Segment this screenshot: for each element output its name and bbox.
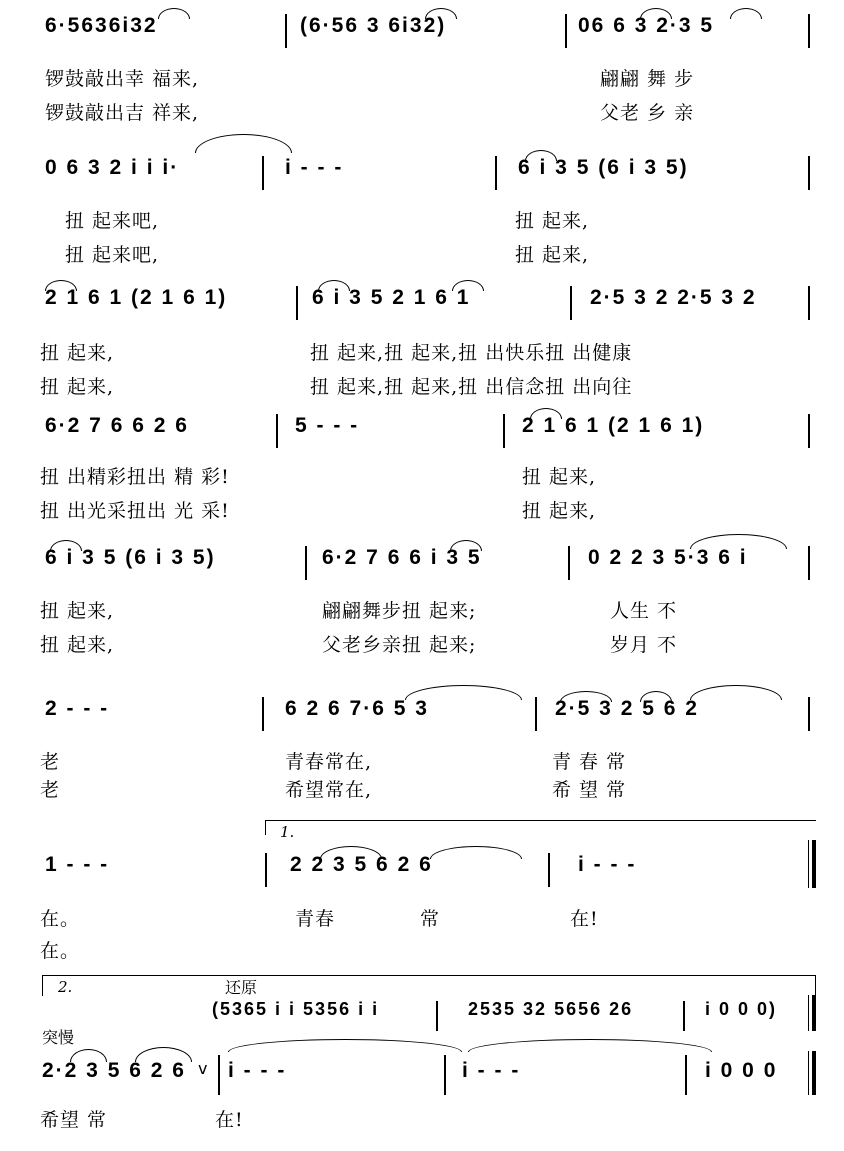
measure-6-notes: 6 i 3 5 (6 i 3 5): [518, 156, 689, 179]
tie: [195, 134, 292, 153]
lyric-verse2: 扭 起来,: [40, 634, 115, 656]
lyric-verse1: 青春: [295, 908, 336, 930]
lyric-verse1: 青春常在,: [285, 751, 373, 773]
slur: [530, 408, 562, 419]
measure-16-notes: 2 - - -: [45, 697, 110, 720]
barline: [305, 546, 307, 580]
barline: [683, 1001, 685, 1031]
repeat-barline-thick: [812, 840, 816, 888]
measure-7-notes: 2 1 6 1 (2 1 6 1): [45, 286, 228, 309]
barline: [808, 1051, 809, 1095]
barline: [808, 995, 809, 1031]
barline: [808, 414, 810, 448]
slur: [525, 150, 557, 161]
barline: [262, 156, 264, 190]
barline: [436, 1001, 438, 1031]
barline: [808, 286, 810, 320]
slur: [690, 685, 782, 700]
slur: [158, 8, 190, 19]
barline: [265, 853, 267, 887]
lyric-verse1: 在!: [215, 1109, 244, 1131]
second-ending-bracket: [42, 975, 816, 996]
tempo-restore: 还原: [225, 978, 258, 997]
lyric-verse2: 锣鼓敲出吉 祥来,: [45, 102, 200, 124]
barline: [535, 697, 537, 731]
tie: [468, 1039, 712, 1052]
slur: [318, 280, 350, 291]
lyric-verse2: 扭 起来,: [40, 376, 115, 398]
slur: [430, 846, 522, 859]
measure-1-notes: 6·5636i32: [45, 14, 158, 37]
lyric-verse1: 扭 起来吧,: [65, 210, 160, 232]
accomp-measure-3: i 0 0 0): [705, 999, 778, 1019]
barline: [285, 14, 287, 48]
measure-19-notes: 1 - - -: [45, 853, 110, 876]
slur: [45, 280, 77, 291]
measure-14-notes: 6·2 7 6 6 i 3 5: [322, 546, 482, 569]
lyric-verse2: 岁月 不: [610, 634, 678, 656]
slur: [640, 8, 672, 19]
barline: [495, 156, 497, 190]
final-barline: [812, 1051, 816, 1095]
measure-3-notes: 06 6 3 2·3 5: [578, 14, 715, 37]
measure-17-notes: 6 2 6 7·6 5 3: [285, 697, 429, 720]
slur: [640, 691, 672, 702]
barline: [444, 1055, 446, 1095]
measure-22-notes: 2·2 3 5 6 2 6: [42, 1059, 186, 1082]
barline: [570, 286, 572, 320]
measure-21-notes: i - - -: [578, 853, 637, 876]
barline: [276, 414, 278, 448]
lyric-verse1: 扭 起来,: [40, 600, 115, 622]
lyric-verse1: 扭 起来,扭 起来,扭 出快乐扭 出健康: [310, 342, 633, 364]
barline: [808, 546, 810, 580]
barline: [808, 14, 810, 48]
barline: [218, 1055, 220, 1095]
lyric-verse2: 老: [40, 779, 61, 801]
measure-9-notes: 2·5 3 2 2·5 3 2: [590, 286, 757, 309]
measure-2-notes: (6·56 3 6i32): [300, 14, 447, 37]
lyric-verse1: 翩翩舞步扭 起来;: [322, 600, 477, 622]
lyric-verse1: 在。: [40, 908, 81, 930]
lyric-verse1: 在!: [570, 908, 599, 930]
barline: [503, 414, 505, 448]
accomp-measure-1: (5365 i i 5356 i i: [212, 999, 380, 1019]
slur: [135, 1047, 192, 1062]
lyric-verse2: 在。: [40, 940, 81, 962]
slur: [452, 280, 484, 291]
measure-13-notes: 6 i 3 5 (6 i 3 5): [45, 546, 216, 569]
measure-15-notes: 0 2 2 3 5·3 6 i: [588, 546, 748, 569]
barline: [296, 286, 298, 320]
barline: [548, 853, 550, 887]
measure-18-notes: 2·5 3 2 5 6 2: [555, 697, 699, 720]
slur: [690, 534, 787, 549]
lyric-verse1: 扭 起来,: [40, 342, 115, 364]
measure-8-notes: 6 i 3 5 2 1 6 1: [312, 286, 471, 309]
repeat-barline-thin: [808, 840, 809, 888]
measure-10-notes: 6·2 7 6 6 2 6: [45, 414, 189, 437]
barline: [568, 546, 570, 580]
lyric-verse2: 希 望 常: [552, 779, 627, 801]
barline: [808, 697, 810, 731]
lyric-verse1: 扭 起来,: [522, 466, 597, 488]
lyric-verse2: 扭 起来吧,: [65, 244, 160, 266]
slur: [50, 540, 82, 551]
first-ending-bracket: [265, 820, 816, 835]
first-ending-label: 1.: [280, 823, 295, 841]
second-ending-label: 2.: [58, 978, 73, 996]
barline: [262, 697, 264, 731]
measure-20-notes: 2 2 3 5 6 2 6: [290, 853, 433, 876]
lyric-verse1: 翩翩 舞 步: [600, 68, 695, 90]
lyric-verse1: 青 春 常: [552, 751, 627, 773]
slur: [425, 8, 457, 19]
lyric-verse1: 人生 不: [610, 600, 678, 622]
lyric-verse2: 父老乡亲扭 起来;: [322, 634, 477, 656]
measure-12-notes: 2 1 6 1 (2 1 6 1): [522, 414, 705, 437]
lyric-verse1: 希望 常: [40, 1109, 108, 1131]
lyric-verse2: 扭 起来,扭 起来,扭 出信念扭 出向往: [310, 376, 633, 398]
lyric-verse2: 扭 起来,: [515, 244, 590, 266]
measure-23-notes: i - - -: [228, 1059, 287, 1082]
lyric-verse1: 扭 出精彩扭出 精 彩!: [40, 466, 230, 488]
slur: [320, 846, 382, 859]
final-barline: [812, 995, 816, 1031]
slur: [730, 8, 762, 19]
slur: [405, 685, 522, 700]
breath-mark: v: [198, 1059, 208, 1078]
measure-11-notes: 5 - - -: [295, 414, 360, 437]
lyric-verse1: 老: [40, 751, 61, 773]
lyric-verse2: 希望常在,: [285, 779, 373, 801]
tempo-slow: 突慢: [42, 1028, 75, 1047]
barline: [565, 14, 567, 48]
slur: [560, 691, 612, 702]
slur: [450, 540, 482, 551]
slur: [70, 1049, 107, 1062]
lyric-verse2: 扭 出光采扭出 光 采!: [40, 500, 230, 522]
lyric-verse2: 扭 起来,: [522, 500, 597, 522]
lyric-verse2: 父老 乡 亲: [600, 102, 695, 124]
lyric-verse1: 常: [420, 908, 441, 930]
tie: [228, 1039, 462, 1052]
lyric-verse1: 锣鼓敲出幸 福来,: [45, 68, 200, 90]
lyric-verse1: 扭 起来,: [515, 210, 590, 232]
measure-24-notes: i - - -: [462, 1059, 521, 1082]
barline: [808, 156, 810, 190]
accomp-measure-2: 2535 32 5656 26: [468, 999, 634, 1019]
measure-4-notes: 0 6 3 2 i i i·: [45, 156, 180, 179]
barline: [685, 1055, 687, 1095]
measure-25-notes: i 0 0 0: [705, 1059, 778, 1082]
measure-5-notes: i - - -: [285, 156, 344, 179]
